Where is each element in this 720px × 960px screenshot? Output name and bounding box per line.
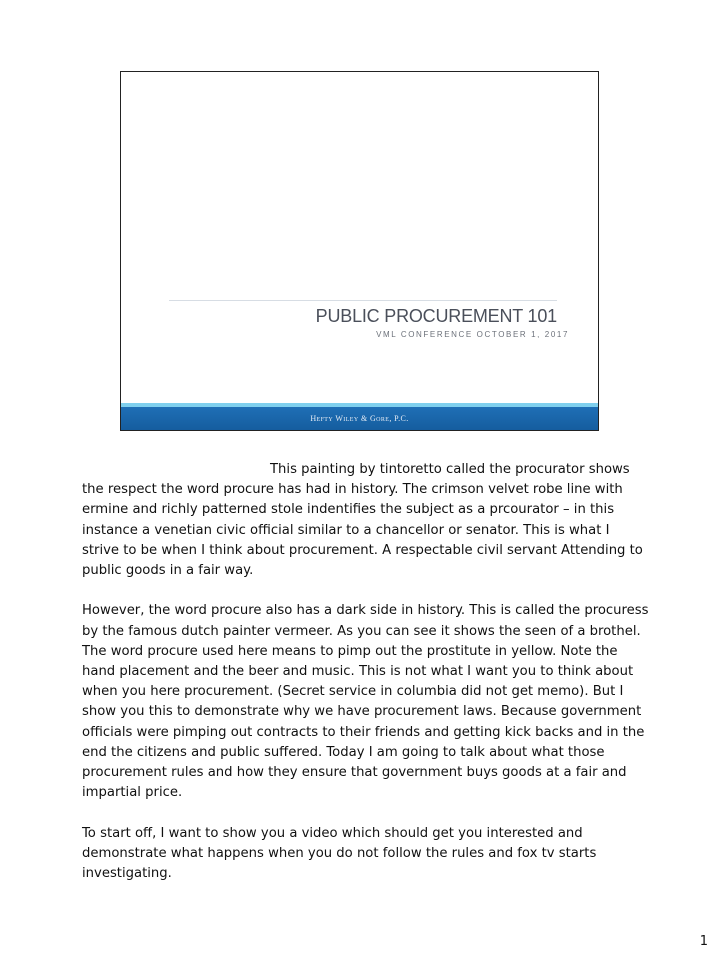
title-divider [169,300,557,301]
slide-footer [121,407,598,430]
notes-paragraph: To start off, I want to show you a video which should get you interested and demonstrate what happens when you do not follow the rules and fox tv starts investigating. [82,825,597,882]
slide-title: PUBLIC PROCUREMENT 101 [315,306,557,326]
slide-thumbnail [120,71,599,431]
speaker-notes [82,460,650,904]
page-number: 1 [699,934,708,949]
footer-firm-name: Hefty Wiley & Gore, P.C. [310,414,409,423]
notes-paragraph: However, the word procure also has a dark side in history. This is called the procuress by the famous dutch painter vermeer. As you can see it shows the seen of a brothel. The word procure used here means to pimp out the prostitute in yellow. Note the hand placement and the beer and music. This is not what I want you to think about when you here procurement. (Secret service in columbia did not get memo). But I show you this to demonstrate why we have procurement laws. Because government officials were pimping out contracts to their friends and getting kick backs and in the end the citizens and public suffered. Today I am going to talk about what those procurement rules and how they ensure that government buys goods at a fair and impartial price. [82,603,649,801]
notes-paragraph: This painting by tintoretto called the procurator shows the respect the word procure has had in history. The crimson velvet robe line with ermine and richly patterned stole indentifies the subject as a prcourator – in this instance a venetian civic official similar to a chancellor or senator. This is what I strive to be when I think about procurement. A respectable civil servant Attending to public goods in a fair way. [82,462,643,579]
slide-subtitle: VML CONFERENCE OCTOBER 1, 2017 [376,330,569,339]
